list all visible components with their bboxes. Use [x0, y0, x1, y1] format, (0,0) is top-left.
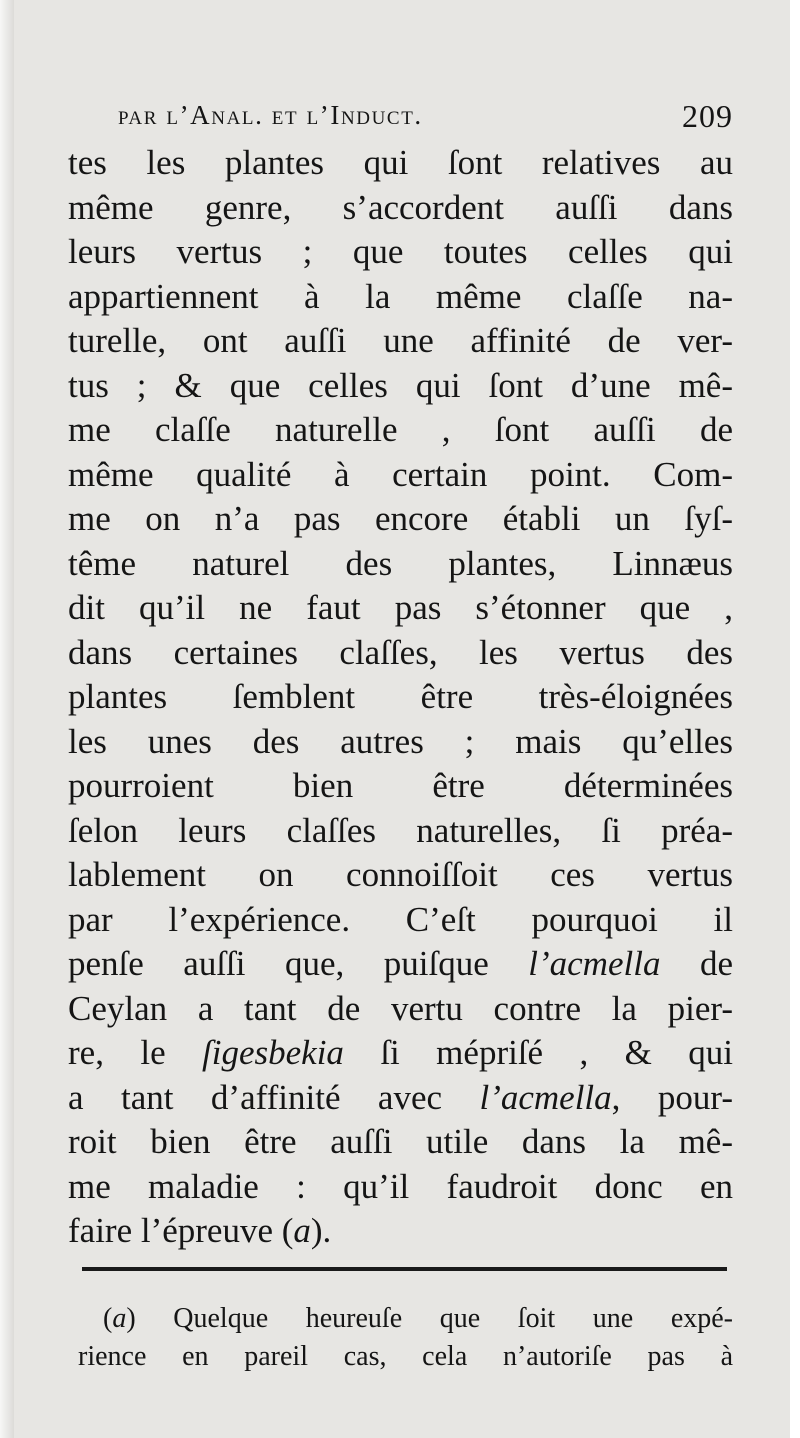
text-segment: faire l’épreuve ( — [68, 1211, 294, 1250]
italic-term: l’acmella — [479, 1077, 612, 1117]
main-text — [68, 141, 733, 1254]
footnote-reference: a — [293, 1211, 311, 1250]
text-line: plantes ſemblent être très-éloignées — [68, 677, 733, 716]
text-line: lablement on connoiſſoit ces vertus — [68, 855, 733, 894]
italic-term: l’acmella — [528, 944, 661, 983]
text-segment: re, le — [68, 1033, 203, 1072]
text-segment: ). — [310, 1211, 332, 1250]
text-line: appartiennent à la même claſſe na- — [68, 276, 733, 316]
text-line: par l’expérience. C’eſt pourquoi il — [68, 899, 733, 939]
footnote-marker: a — [112, 1303, 127, 1334]
text-line — [68, 1209, 733, 1254]
running-title: par l’Anal. et l’Induct. — [118, 100, 423, 130]
footnote-rule — [82, 1267, 727, 1271]
text-line: même genre, s’accordent auſſi dans — [68, 187, 733, 227]
text-line: turelle, ont auſſi une affinité de ver- — [68, 321, 733, 360]
footnote — [78, 1300, 733, 1376]
text-line — [68, 1076, 733, 1121]
text-line: tes les plantes qui ſont relatives au — [68, 143, 733, 182]
text-line: même qualité à certain point. Com- — [68, 454, 733, 494]
text-segment: ſi mépriſé , & qui — [343, 1033, 733, 1072]
italic-term: ſigesbekia — [202, 1033, 344, 1072]
text-line: roit bien être auſſi utile dans la mê- — [68, 1122, 733, 1161]
page-margin-right — [790, 0, 800, 1438]
footnote-line: rience en pareil cas, cela n’autoriſe pas à — [78, 1341, 733, 1372]
text-line: ſelon leurs claſſes naturelles, ſi préa- — [68, 810, 733, 850]
footnote-line: (a) Quelque heureuſe que ſoit une expé- — [103, 1303, 733, 1334]
text-line: Ceylan a tant de vertu contre la pier- — [68, 988, 733, 1028]
text-line: tus ; & que celles qui ſont d’une mê- — [68, 365, 733, 405]
page-number: 209 — [682, 98, 733, 134]
text-line: tême naturel des plantes, Linnæus — [68, 543, 733, 583]
text-line: leurs vertus ; que toutes celles qui — [68, 232, 733, 271]
text-line: me on n’a pas encore établi un ſyſ- — [68, 499, 733, 538]
text-line: pourroient bien être déterminées — [68, 766, 733, 805]
text-segment: , pour- — [611, 1077, 733, 1117]
text-line: me claſſe naturelle , ſont auſſi de — [68, 410, 733, 449]
text-line: les unes des autres ; mais qu’elles — [68, 721, 733, 761]
page-edge-shadow — [0, 0, 14, 1438]
page-header — [118, 100, 733, 132]
text-segment: a tant d’affinité avec — [68, 1077, 480, 1117]
text-line — [68, 942, 733, 987]
text-line — [68, 1031, 733, 1076]
text-line: dit qu’il ne faut pas s’étonner que , — [68, 588, 733, 627]
text-line: dans certaines claſſes, les vertus des — [68, 632, 733, 672]
text-segment: penſe auſſi que, puiſque — [68, 944, 529, 983]
text-line: me maladie : qu’il faudroit donc en — [68, 1166, 733, 1206]
footnote-text: Quelque heureuſe que ſoit une expé- — [173, 1303, 733, 1334]
text-segment: de — [660, 944, 733, 983]
